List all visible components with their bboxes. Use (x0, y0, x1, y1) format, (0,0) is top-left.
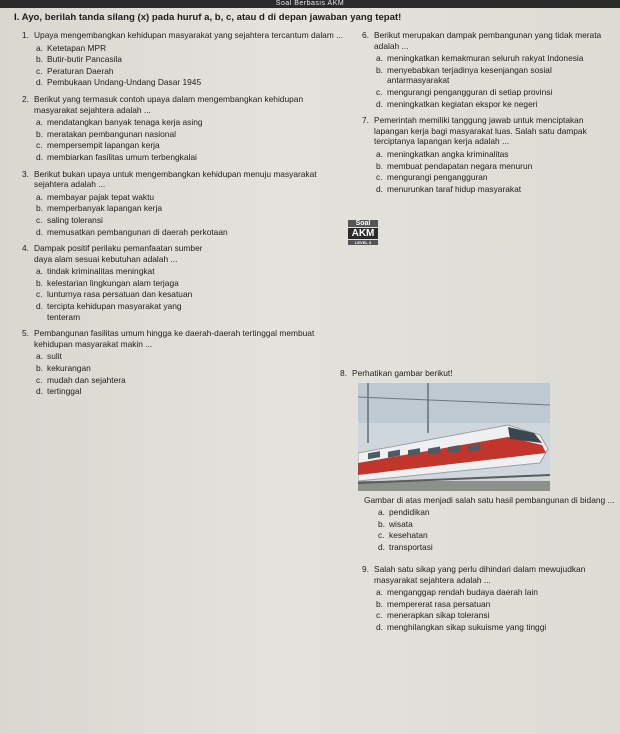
question-number: 7. (362, 115, 369, 126)
option-c[interactable]: c. lunturnya rasa persatuan dan kesatuan (36, 289, 193, 300)
question-number: 1. (22, 30, 29, 40)
option-b[interactable]: b. meratakan pembangunan nasional (36, 128, 176, 139)
option-a[interactable]: a. menganggap rendah budaya daerah lain (376, 587, 538, 598)
option-b[interactable]: b. memperbanyak lapangan kerja (36, 203, 162, 214)
option-b[interactable]: b. Butir-butir Pancasila (36, 54, 122, 65)
option-b[interactable]: b. mempererat rasa persatuan (376, 598, 491, 609)
option-a[interactable]: a. mendatangkan banyak tenaga kerja asing (36, 117, 203, 128)
option-c[interactable]: c. Peraturan Daerah (36, 65, 114, 76)
question-number: 2. (22, 93, 29, 104)
top-strip-text: Soal Berbasis AKM (275, 0, 345, 7)
option-a[interactable]: a. meningkatkan kemakmuran seluruh rakyat Indonesia (376, 53, 584, 64)
top-strip (0, 0, 620, 8)
question-4 (22, 243, 212, 322)
option-a[interactable]: a. sulit (36, 351, 62, 362)
question-7 (362, 115, 616, 194)
option-c[interactable]: c. kesehatan (378, 530, 428, 541)
question-stem: Berikut merupakan dampak pembangunan yang tidak merata adalah ... (374, 30, 602, 51)
question-stem: Berikut bukan upaya untuk mengembangkan kehidupan menuju masyarakat sejahtera adalah ... (34, 168, 317, 190)
option-b[interactable]: b. wisata (378, 518, 413, 529)
option-d[interactable]: d. meningkatkan kegiatan ekspor ke negeri (376, 98, 538, 109)
question-2 (22, 94, 344, 163)
question-number: 4. (22, 243, 29, 254)
question-stem: Perhatikan gambar berikut! (352, 368, 453, 378)
option-b[interactable]: b. kelestarian lingkungan alam terjaga (36, 277, 179, 288)
question-number: 9. (362, 564, 369, 574)
option-b[interactable]: b. membuat pendapatan negara menurun (376, 160, 533, 171)
question-1 (22, 30, 344, 88)
question-number: 5. (22, 328, 29, 339)
option-d[interactable]: d. memusatkan pembangunan di daerah perkotaan (36, 226, 228, 237)
question-5 (22, 328, 332, 397)
question-stem: Salah satu sikap yang perlu dihindari dalam mewujudkan masyarakat sejahtera adalah ... (374, 564, 586, 585)
option-d[interactable]: d. menurunkan taraf hidup masyarakat (376, 183, 522, 194)
option-c[interactable]: c. saling toleransi (36, 214, 103, 225)
question-number: 8. (340, 368, 347, 378)
question-stem: Berikut yang termasuk contoh upaya dalam mengembangkan kehidupan masyarakat sejahtera adalah ... (34, 93, 304, 115)
option-c[interactable]: c. mengurangi pengangguran (376, 172, 488, 183)
option-a[interactable]: a. pendidikan (378, 507, 430, 518)
right-column (362, 30, 616, 200)
question-number: 3. (22, 168, 29, 179)
option-c[interactable]: c. mudah dan sejahtera (36, 374, 126, 385)
option-d[interactable]: d. Pembukaan Undang-Undang Dasar 1945 (36, 77, 202, 88)
question-8 (340, 368, 616, 554)
option-a[interactable]: a. meningkatkan angka kriminalitas (376, 148, 509, 159)
option-a[interactable]: a. tindak kriminalitas meningkat (36, 266, 155, 277)
question-stem: Upaya mengembangkan kehidupan masyarakat yang sejahtera tercantum dalam ... (34, 30, 344, 40)
option-c[interactable]: c. mempersempit lapangan kerja (36, 140, 160, 151)
high-speed-train-picture (358, 383, 550, 491)
option-d[interactable]: d. tercipta kehidupan masyarakat yang tenteram (36, 301, 182, 322)
option-d[interactable]: d. menghilangkan sikap sukuisme yang tinggi (376, 621, 547, 632)
option-d[interactable]: d. transportasi (378, 541, 433, 552)
question-stem: Pembangunan fasilitas umum hingga ke daerah-daerah tertinggal membuat kehidupan masyarakat makin ... (34, 328, 315, 349)
question-stem: Dampak positif perilaku pemanfaatan sumber daya alam sesuai kebutuhan adalah ... (34, 243, 203, 264)
akm-logo: Soal AKM LEVEL 3 (348, 220, 378, 260)
option-d[interactable]: d. tertinggal (36, 386, 82, 397)
option-a[interactable]: a. membayar pajak tepat waktu (36, 191, 155, 202)
option-c[interactable]: c. menerapkan sikap toleransi (376, 610, 490, 621)
question-number: 6. (362, 30, 369, 40)
question-9 (362, 564, 616, 634)
question-stem: Pemerintah memiliki tanggung jawab untuk menciptakan lapangan kerja bagi masyarakat luas. Salah satu dampak terciptanya lapangan kerja adalah ... (374, 115, 587, 147)
worksheet-page (0, 8, 620, 734)
option-b[interactable]: b. kekurangan (36, 363, 91, 374)
question-3 (22, 169, 344, 238)
option-d[interactable]: d. membiarkan fasilitas umum terbengkalai (36, 151, 197, 162)
question-8-caption: Gambar di atas menjadi salah satu hasil pembangunan di bidang ... (364, 494, 615, 505)
left-column (22, 30, 344, 403)
question-6 (362, 30, 616, 109)
option-c[interactable]: c. mengurangi pengangguran di setiap provinsi (376, 86, 553, 97)
train-image (358, 383, 550, 491)
option-b[interactable]: b. menyebabkan terjadinya kesenjangan sosial antarmasyarakat (376, 64, 552, 86)
instruction-text: I. Ayo, berilah tanda silang (x) pada huruf a, b, c, atau d di depan jawaban yang tepat! (14, 12, 402, 23)
option-a[interactable]: a. Ketetapan MPR (36, 42, 107, 53)
